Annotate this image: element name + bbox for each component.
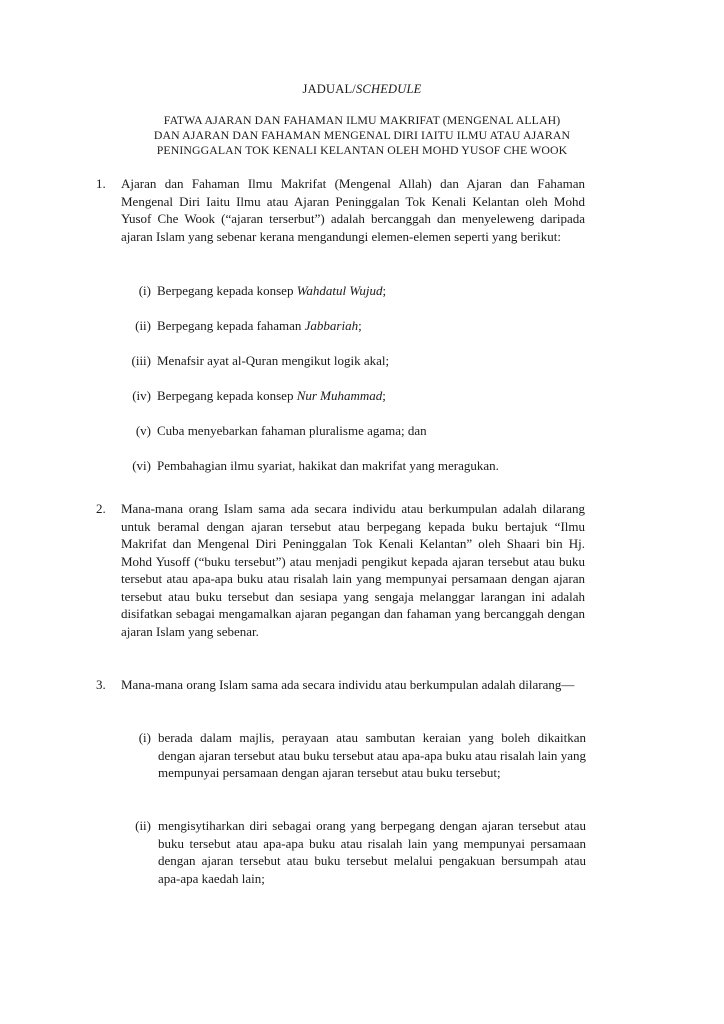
list-item-number: (i) (138, 283, 151, 298)
paragraph-number: 1. (96, 176, 106, 191)
list-item-text: berada dalam majlis, perayaan atau sambutan keraian yang boleh dikaitkan dengan ajaran tersebut atau buku tersebut atau apa-apa buku atau risalah lain yang mempunyai persamaan dengan ajaran tersebut atau buku tersebut; (158, 730, 586, 780)
paragraph-number: 3. (96, 677, 106, 692)
schedule-heading-italic: SCHEDULE (355, 82, 422, 96)
list-item-number: (i) (138, 730, 151, 745)
fatwa-title-line: FATWA AJARAN DAN FAHAMAN ILMU MAKRIFAT (MENGENAL ALLAH) (163, 113, 561, 127)
paragraph-text: Mana-mana orang Islam sama ada secara individu atau berkumpulan adalah dilarang— (121, 677, 575, 692)
list-item-text: Cuba menyebarkan fahaman pluralisme agama; dan (157, 423, 427, 438)
list-item-text: Menafsir ayat al-Quran mengikut logik akal; (157, 353, 390, 368)
fatwa-title-line: PENINGGALAN TOK KENALI KELANTAN OLEH MOHD YUSOF CHE WOOK (156, 143, 568, 157)
list-item-text: mengisytiharkan diri sebagai orang yang berpegang dengan ajaran tersebut atau buku tersebut atau apa-apa buku atau risalah lain yang mempunyai persamaan dengan ajaran tersebut atau buku tersebut melalui pengakuan bersumpah atau apa-apa kaedah lain; (158, 818, 586, 886)
list-item-text: Berpegang kepada konsep Wahdatul Wujud; (157, 283, 387, 298)
list-item-number: (v) (135, 423, 151, 438)
list-item-number: (ii) (135, 318, 151, 333)
fatwa-title-line: DAN AJARAN DAN FAHAMAN MENGENAL DIRI IAITU ILMU ATAU AJARAN (153, 128, 571, 142)
schedule-heading (0, 82, 724, 97)
list-item-number: (iii) (131, 353, 151, 368)
schedule-heading-prefix: JADUAL/ (302, 82, 356, 96)
fatwa-title (100, 113, 624, 158)
list-item-number: (ii) (135, 818, 151, 833)
list-item-text: Berpegang kepada fahaman Jabbariah; (157, 318, 362, 333)
list-item-number: (vi) (132, 458, 151, 473)
list-item-text: Pembahagian ilmu syariat, hakikat dan makrifat yang meragukan. (157, 458, 499, 473)
paragraph-text: Mana-mana orang Islam sama ada secara individu atau berkumpulan adalah dilarang untuk beramal dengan ajaran tersebut atau berpegang kepada buku bertajuk “Ilmu Makrifat dan Mengenal Diri Peninggalan Tok Kenali Kelantan” oleh Shaari bin Hj. Mohd Yusoff (“buku tersebut”) atau menjadi pengikut kepada ajaran tersebut atau buku tersebut atau apa-apa buku atau risalah lain yang mempunyai persamaan dengan ajaran tersebut atau buku tersebut dan sesiapa yang sengaja melanggar larangan ini adalah disifatkan sebagai mengamalkan ajaran pegangan dan fahaman yang bercanggah dengan ajaran Islam yang sebenar. (121, 501, 585, 639)
paragraph-text: Ajaran dan Fahaman Ilmu Makrifat (Mengenal Allah) dan Ajaran dan Fahaman Mengenal Diri Iaitu Ilmu atau Ajaran Peninggalan Tok Kenali Kelantan oleh Mohd Yusof Che Wook (“ajaran terserbut”) adalah bercanggah dan menyeleweng daripada ajaran Islam yang sebenar kerana mengandungi elemen-elemen seperti yang berikut: (121, 176, 585, 244)
list-item-number: (iv) (132, 388, 151, 403)
paragraph-number: 2. (96, 501, 106, 516)
list-item-text: Berpegang kepada konsep Nur Muhammad; (157, 388, 386, 403)
